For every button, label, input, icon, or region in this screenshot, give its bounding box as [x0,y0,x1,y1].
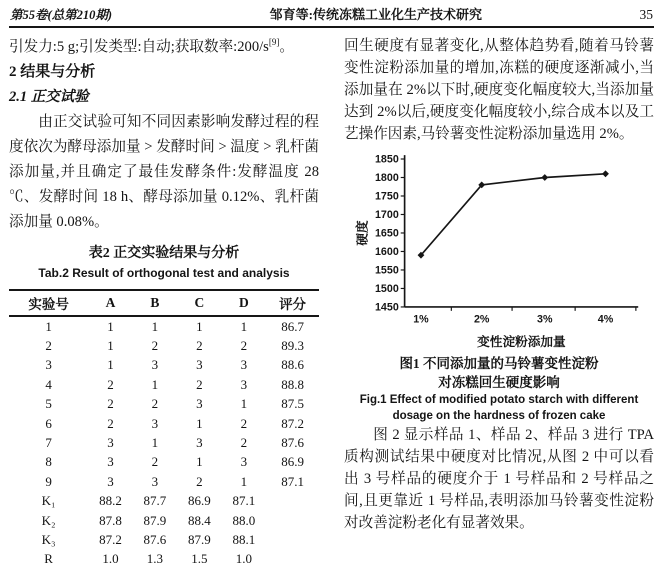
table-cell: 87.2 [281,415,304,431]
table-cell: 1 [240,473,248,489]
table-cell: 2 [196,376,203,392]
running-title: 邹育等:传统冻糕工业化生产技术研究 [269,7,482,22]
table-cell: 3 [240,357,248,373]
y-axis-title: 硬度 [355,220,370,246]
paragraph-tpa-discussion: 图 2 显示样品 1、样品 2、样品 3 进行 TPA 质构测试结果中硬度对比情况,从图 2 中可以看出 3 号样品的硬度介于 1 号样品和 2 号样品之间,且更靠近 1 号样品,表明添加马铃薯变性淀粉对改善淀粉老化有显著效果。 [344,427,654,531]
figure-caption-block [344,354,654,424]
table-header-row [9,290,319,316]
table-cell: 1 [240,318,248,334]
table-cell: 2 [240,415,248,431]
table-cell [266,550,319,568]
table-cell: 3 [151,415,159,431]
table-cell: 1.0 [235,551,253,567]
table-cell: 3 [151,473,159,489]
table-cell: R [44,551,53,567]
table-body [9,316,319,568]
table-cell: 2 [151,338,159,354]
table-cell: 3 [196,435,203,451]
paragraph-period: 。 [279,39,294,55]
table-cell: 1 [240,396,248,412]
figure-caption-en-line2: dosage on the hardness of frozen cake [392,410,606,422]
table-row [9,550,319,568]
table-cell: 1.5 [191,551,208,567]
table-cell: 2 [151,454,159,470]
table-cell: 1 [196,454,203,470]
table-cell: 86.9 [281,454,304,470]
page-number: 35 [639,7,653,22]
y-tick-label: 1650 [374,227,399,240]
table-cell: 3 [240,454,248,470]
table-row [9,453,319,472]
two-column-layout [9,28,654,568]
journal-volume: 第55卷(总第210期) [10,8,113,22]
table-cell: 87.2 [99,531,122,547]
table-cell: 1 [151,318,159,334]
table-row [9,414,319,433]
y-tick-label: 1850 [374,153,399,166]
table-row [9,492,319,511]
table-cell: 87.7 [143,493,167,509]
y-tick-label: 1600 [374,246,399,259]
table-cell: K₃ [41,531,56,547]
table-cell: 4 [45,376,52,392]
data-point-marker [541,174,548,181]
table-row [9,530,319,549]
y-tick-label: 1550 [374,264,399,277]
series-line [421,174,606,255]
subsection-heading-orthogonal: 2.1 正交试验 [9,89,89,105]
x-tick-label: 2% [473,313,490,326]
table-cell: 2 [107,415,114,431]
table-cell: 1 [151,435,159,451]
figure-caption-en-line1: Fig.1 Effect of modified potato starch with different [359,394,639,406]
table-cell: 1.3 [146,551,164,567]
table-cell: 87.9 [143,512,167,528]
table-cell: 5 [45,396,52,412]
table-cell [266,511,319,530]
paragraph-orthogonal-result: 由正交试验可知不同因素影响发酵过程的程度依次为酵母添加量 > 发酵时间 > 温度 > 乳杆菌添加量,并且确定了最佳发酵条件:发酵温度 28 ℃、发酵时间 18 h、酵母添加量 0.12%、乳杆菌添加量 0.08%。 [9,114,319,230]
table-cell: 87.5 [281,396,304,412]
table-row [9,375,319,394]
table-cell: 1 [107,357,114,373]
table-cell: 1 [196,318,203,334]
table-cell: 2 [196,338,203,354]
table-cell: 88.1 [232,531,256,547]
table-cell: 2 [240,338,248,354]
page-header [9,0,654,28]
x-tick-label: 4% [597,313,614,326]
left-column [9,28,319,568]
figure-1 [354,149,654,352]
table-cell: 2 [107,396,114,412]
paragraph-test-parameters [9,35,319,60]
table-cell: 88.8 [281,376,304,392]
y-tick-label: 1500 [374,283,399,296]
table-cell: 2 [151,396,159,412]
table-row [9,511,319,530]
section-heading-results: 2 结果与分析 [9,64,96,80]
table-row [9,395,319,414]
table-cell: K₁ [41,493,56,509]
table-cell: K₂ [41,512,56,528]
table-caption-zh: 表2 正交实验结果与分析 [88,246,240,261]
y-tick-label: 1700 [374,209,399,222]
table-cell: 3 [196,396,203,412]
table-cell: 3 [196,357,203,373]
table-cell: 88.6 [281,357,304,373]
table-cell: 7 [45,435,52,451]
table-cell: 87.6 [281,435,304,451]
table-row [9,472,319,491]
y-tick-label: 1450 [374,301,399,314]
table-cell: 87.1 [281,473,304,489]
y-tick-label: 1750 [374,190,399,203]
table-cell: 88.4 [188,512,211,528]
table-cell: 1 [107,338,114,354]
table-header-cell: 实验号 [9,290,88,316]
figure-caption-zh-line1: 图1 不同添加量的马铃薯变性淀粉 [399,356,599,371]
table-cell: 8 [45,454,52,470]
table-header-cell: 评分 [266,290,319,316]
table-cell: 1 [196,415,203,431]
table-cell: 9 [45,473,52,489]
table-cell: 1 [107,318,114,334]
table-cell: 1.0 [102,551,119,567]
table-cell: 2 [45,338,52,354]
table-cell: 2 [196,473,203,489]
table-cell: 88.2 [99,493,122,509]
table-cell: 86.7 [281,318,304,334]
paragraph-hardness-discussion: 回生硬度有显著变化,从整体趋势看,随着马铃薯变性淀粉添加量的增加,冻糕的硬度逐渐减小,当添加量在 2%以下时,硬度变化幅度较大,当添加量达到 2%以后,硬度变化幅度较小,综合成本以及工艺操作因素,马铃薯变性淀粉添加量选用 2%。 [344,38,654,142]
table-cell: 86.9 [188,493,211,509]
table-cell: 89.3 [281,338,304,354]
x-tick-label: 3% [537,313,553,326]
data-point-marker [602,170,609,177]
paragraph-text: 引发力:5 g;引发类型:自动;获取数率:200/s [9,39,269,55]
table-cell [266,530,319,549]
table-cell: 87.1 [232,493,256,509]
table-header-cell: A [88,290,132,316]
right-column [344,28,654,568]
table-cell: 3 [240,376,248,392]
table-cell: 88.0 [232,512,256,528]
table-cell: 2 [107,376,114,392]
hardness-line-chart [354,149,646,352]
table-header-cell: B [133,290,177,316]
table-row [9,336,319,355]
table-cell: 6 [45,415,52,431]
y-tick-label: 1800 [374,172,399,185]
table-cell [266,492,319,511]
table-cell: 3 [107,435,114,451]
table-cell: 87.6 [143,531,167,547]
table-cell: 3 [151,357,159,373]
orthogonal-test-table [9,289,319,568]
table-cell: 87.8 [99,512,122,528]
table-cell: 3 [107,473,114,489]
table-caption-en: Tab.2 Result of orthogonal test and analysis [38,266,290,280]
table-head [9,290,319,316]
table-row [9,356,319,375]
table-cell: 2 [240,435,248,451]
x-axis-title: 变性淀粉添加量 [477,334,566,349]
table-row [9,433,319,452]
table-cell: 3 [107,454,114,470]
table-header-cell: C [177,290,221,316]
table-cell: 87.9 [188,531,211,547]
table-row [9,316,319,336]
table-cell: 1 [151,376,159,392]
figure-caption-zh-line2: 对冻糕回生硬度影响 [438,375,560,390]
x-tick-label: 1% [413,313,429,326]
table-cell: 1 [45,318,52,334]
table-header-cell: D [222,290,266,316]
table-cell: 3 [45,357,52,373]
citation-ref: [9] [268,37,280,48]
